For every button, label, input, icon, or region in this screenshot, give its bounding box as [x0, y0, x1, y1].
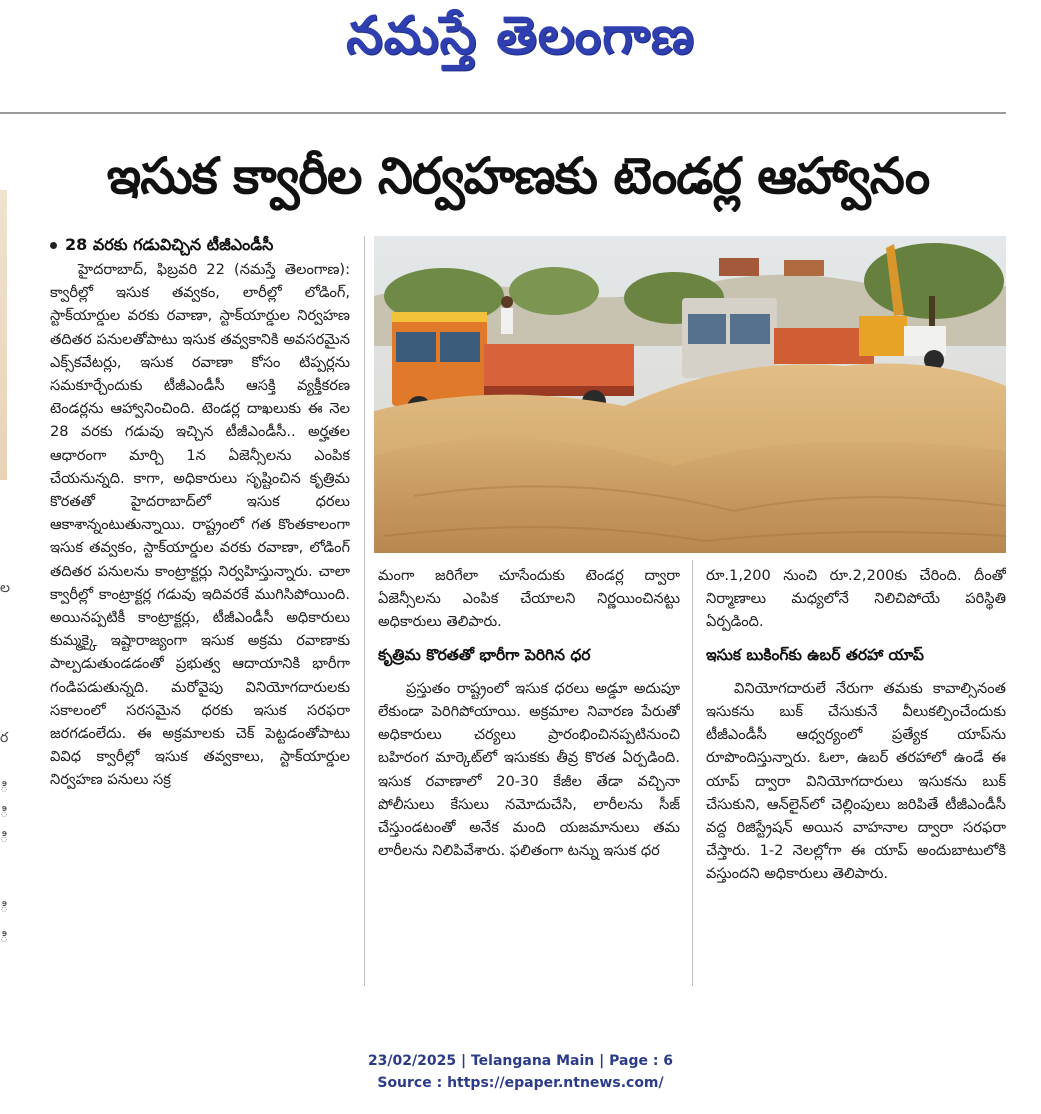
headline: ఇసుక క్వారీల నిర్వహణకు టెండర్ల ఆహ్వానం — [106, 147, 930, 205]
footer-date-edition: 23/02/2025 | Telangana Main | Page : 6 — [367, 1053, 674, 1069]
article-column-2 — [378, 564, 680, 984]
edge-fragment: ి — [0, 780, 9, 796]
section-heading-price-rise: కృత్రిమ కొరతతో భారీగా పెరిగిన ధర — [378, 645, 591, 664]
section-heading-booking-app: ఇసుక బుకింగ్‌కు ఉబర్ తరహా యాప్ — [706, 645, 924, 664]
column2-continuation: మంగా జరిగేలా చూసేందుకు టెండర్ల ద్వారా ఏజెన్సీలను ఎంపిక చేయాలని నిర్ణయించినట్టు అధికారులు తెలిపారు. — [378, 567, 680, 631]
column2-paragraph — [378, 677, 680, 863]
edge-fragment: ి — [0, 900, 9, 916]
masthead — [0, 0, 1041, 80]
column-divider — [364, 236, 365, 986]
column2-text: ప్రస్తుతం రాష్ట్రంలో ఇసుక ధరలు అడ్డూ అదుపూ లేకుండా పెరిగిపోయాయి. అక్రమాల నివారణ పేరుతో అధికారులు చర్యలు ప్రారంభించినప్పటినుంచి బహిరంగ మార్కెట్‌లో ఇసుకకు తీవ్ర కొరత ఏర్పడింది. ఇసుక రవాణాలో 20-30 కేజీల తేడా వచ్చినా పోలీసులు కేసులు నమోదుచేసి, లారీలను సీజ్ చేస్తుండటంతో అనేక మంది యజమానులు తమ లారీలను నిలిపివేశారు. ఫలితంగా టన్ను ఇసుక ధర — [378, 679, 680, 860]
article-column-3 — [706, 564, 1006, 984]
column1-paragraph — [50, 258, 350, 792]
bullet-icon — [50, 242, 57, 249]
adjacent-column-fragments — [0, 580, 10, 960]
column3-text: వినియోగదారులే నేరుగా తమకు కావాల్సినంత ఇసుకను బుక్ చేసుకునే వీలుకల్పించేందుకు టీజీఎండీసీ ఆధ్వర్యంలో ప్రత్యేక యాప్‌ను రూపొందిస్తున్నారు. ఓలా, ఉబర్ తరహాలో ఉండే ఈ యాప్ ద్వారా వినియోగదారులు ఇసుకను బుక్ చేసుకుని, ఆన్‌లైన్‌లో చెల్లింపులు జరిపితే టీజీఎండీసీ వద్ద రిజిస్ట్రేషన్ అయిన వాహనాల ద్వారా సరఫరా చేస్తారు. 1-2 నెలల్లోగా ఈ యాప్ అందుబాటులోకి వస్తుందని అధికారులు తెలిపారు. — [706, 679, 1006, 883]
edge-fragment: ి — [0, 830, 9, 846]
adjacent-page-edge — [0, 190, 7, 480]
masthead-logo: నమస్తే తెలంగాణ — [346, 6, 695, 66]
column3-continuation: రూ.1,200 నుంచి రూ.2,200కు చేరింది. దీంతో నిర్మాణాలు మధ్యలోనే నిలిచిపోయే పరిస్థితి ఏర్పడింది. — [706, 567, 1006, 631]
masthead-divider — [0, 112, 1006, 114]
column3-paragraph — [706, 677, 1006, 886]
edge-fragment: ి — [0, 930, 9, 946]
sand-quarry-photo — [374, 236, 1006, 553]
footer-source-link[interactable]: Source : https://epaper.ntnews.com/ — [377, 1075, 664, 1091]
edge-fragment: ి — [0, 805, 9, 821]
subheadline — [50, 232, 350, 258]
page-footer — [0, 1050, 1041, 1094]
column1-text: హైదరాబాద్, ఫిబ్రవరి 22 (నమస్తే తెలంగాణ): క్వారీల్లో ఇసుక తవ్వకం, లారీల్లో లోడింగ్, స్టాక్‌యార్డుల వరకు రవాణా, స్టాక్‌యార్డుల నిర్వహణ తదితర పనులతోపాటు ఇసుక తవ్వకానికి అవసరమైన ఎక్స్‌కవేటర్లు, ఇసుక రవాణా కోసం టిప్పర్లను సమకూర్చేందుకు టీజీఎండీసీ ఆసక్తి వ్యక్తీకరణ టెండర్లను ఆహ్వానించింది. టెండర్ల దాఖలుకు ఈ నెల 28 వరకు గడువు ఇచ్చిన టీజీఎండీసీ.. అర్హతల ఆధారంగా మార్చి 1న ఏజెన్సీలను ఎంపిక చేయనున్నది. కాగా, అధికారులు సృష్టించిన కృత్రిమ కొరతతో హైదరాబాద్‌లో ఇసుక ధరలు ఆకాశాన్నంటుతున్నాయి. రాష్ట్రంలో గత కొంతకాలంగా ఇసుక తవ్వకం, స్టాక్‌యార్డుల వరకు రవాణా, లోడింగ్ తదితర పనులను కాంట్రాక్టర్లు నిర్వహిస్తున్నారు. చాలా క్వారీల్లో కాంట్రాక్టర్ల గడువు ఇదివరకే ముగిసిపోయింది. అయినప్పటికీ కాంట్రాక్టర్లు, టీజీఎండీసీ అధికారులు కుమ్మక్కై ఇష్టారాజ్యంగా ఇసుక అక్రమ రవాణాకు పాల్పడుతుండడంతో ప్రభుత్వ ఆదాయానికి భారీగా గండిపడుతున్నది. మరోవైపు వినియోగదారులకు సకాలంలో సరసమైన ధరకు ఇసుక సరఫరా జరగడంలేదు. ఈ అక్రమాలకు చెక్ పెట్టడంతోపాటు వివిధ క్వారీల్లో ఇసుక తవ్వకాలు, స్టాక్‌యార్డుల నిర్వహణ పనులు సక్ర — [50, 261, 350, 789]
edge-fragment: ర — [0, 730, 9, 746]
subheadline-text: 28 వరకు గడువిచ్చిన టీజీఎండీసీ — [65, 235, 274, 254]
article-column-1 — [50, 258, 350, 988]
edge-fragment: ల — [0, 580, 10, 596]
column-divider — [692, 560, 693, 986]
